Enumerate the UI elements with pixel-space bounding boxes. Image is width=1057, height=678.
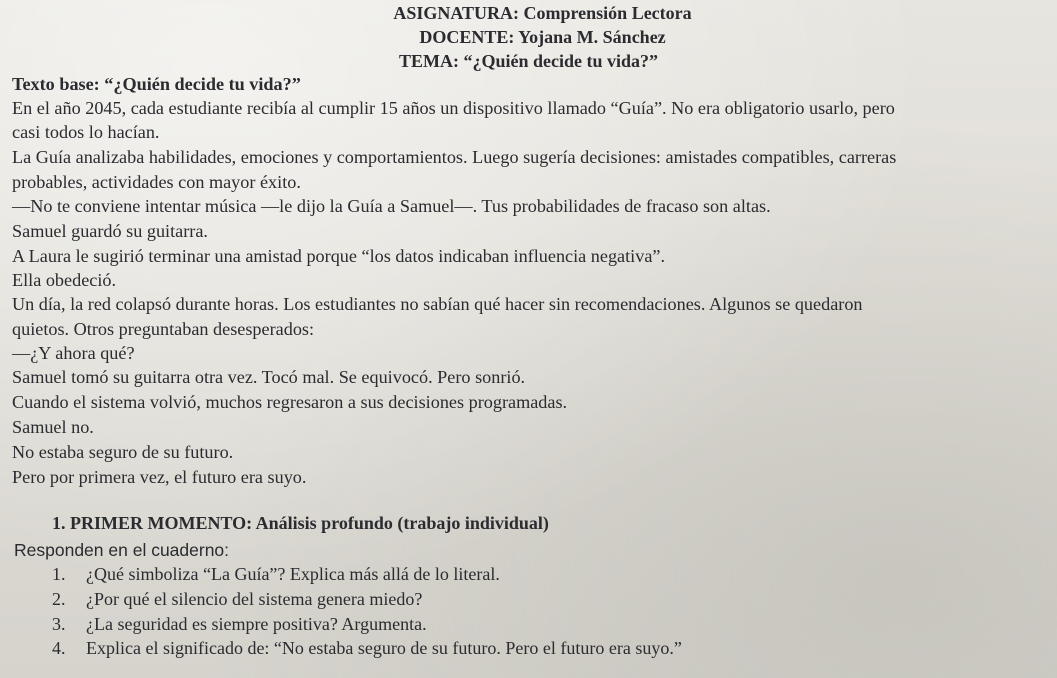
topic-heading: TEMA: “¿Quién decide tu vida?” [398, 51, 658, 71]
text-line: Cuando el sistema volvió, muchos regresaron a sus decisiones programadas. [12, 392, 568, 412]
text-line: Samuel no. [12, 417, 94, 437]
question-text: Explica el significado de: “No estaba seguro de su futuro. Pero el futuro era suyo.” [86, 638, 682, 658]
text-line: A Laura le sugirió terminar una amistad porque “los datos indicaban influencia negativa”. [12, 246, 666, 266]
question-item [52, 588, 422, 610]
question-text: ¿Por qué el silencio del sistema genera miedo? [86, 589, 423, 609]
question-number: 1. [52, 564, 66, 584]
text-line: La Guía analizaba habilidades, emociones y comportamientos. Luego sugería decisiones: amistades compatibles, carreras [12, 147, 897, 167]
question-item [52, 563, 500, 585]
text-line: casi todos lo hacían. [12, 122, 160, 142]
text-line: quietos. Otros preguntaban desesperados: [12, 319, 315, 339]
question-number: 4. [52, 638, 66, 658]
question-item [52, 637, 682, 659]
section-instruction: Responden en el cuaderno: [14, 540, 230, 560]
text-line: No estaba seguro de su futuro. [12, 442, 234, 462]
question-text: ¿La seguridad es siempre positiva? Argumenta. [86, 614, 427, 634]
question-item [52, 613, 427, 635]
question-text: ¿Qué simboliza “La Guía”? Explica más allá de lo literal. [86, 564, 500, 584]
subject-heading: ASIGNATURA: Comprensión Lectora [393, 3, 692, 23]
text-line: Samuel guardó su guitarra. [12, 221, 208, 241]
text-title: Texto base: “¿Quién decide tu vida?” [12, 74, 301, 94]
section-title: 1. PRIMER MOMENTO: Análisis profundo (trabajo individual) [52, 513, 549, 533]
text-line: —¿Y ahora qué? [12, 343, 135, 363]
text-line: Un día, la red colapsó durante horas. Los estudiantes no sabían qué hacer sin recomendaciones. Algunos se quedaron [12, 294, 863, 314]
question-number: 2. [52, 589, 66, 609]
text-line: En el año 2045, cada estudiante recibía al cumplir 15 años un dispositivo llamado “Guía”. No era obligatorio usarlo, pero [12, 98, 895, 118]
text-line: Ella obedeció. [12, 270, 117, 290]
text-line: Pero por primera vez, el futuro era suyo. [12, 467, 307, 487]
text-line: —No te conviene intentar música —le dijo la Guía a Samuel—. Tus probabilidades de fracaso son altas. [12, 196, 771, 216]
text-line: probables, actividades con mayor éxito. [12, 172, 301, 192]
text-line: Samuel tomó su guitarra otra vez. Tocó mal. Se equivocó. Pero sonrió. [12, 367, 526, 387]
question-number: 3. [52, 614, 66, 634]
teacher-heading: DOCENTE: Yojana M. Sánchez [419, 27, 666, 47]
